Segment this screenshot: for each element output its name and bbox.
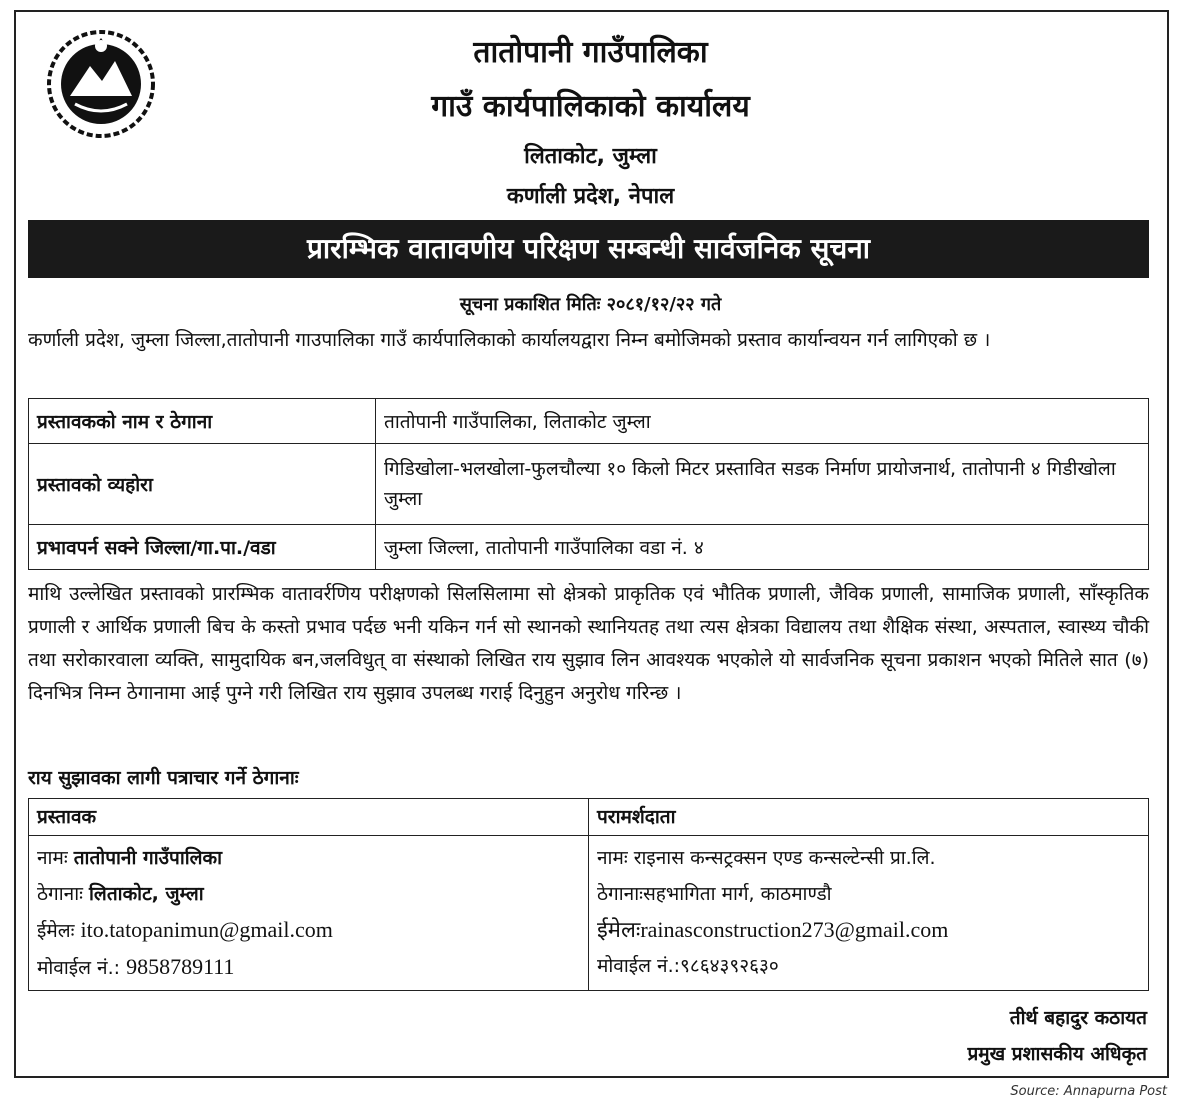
table-row	[29, 444, 1149, 525]
address-label: ठेगानाः	[37, 883, 83, 905]
publish-date: सूचना प्रकाशित मितिः २०८१/१२/२२ गते	[459, 294, 722, 315]
proponent-address: लिताकोट, जुम्ला	[89, 883, 204, 905]
row-key: प्रस्तावको व्यहोरा	[29, 444, 376, 525]
consultant-mobile: मोवाईल नं.:९८६४३९२६३०	[597, 955, 779, 977]
proponent-mobile-line	[37, 949, 580, 986]
intro-paragraph: कर्णाली प्रदेश, जुम्ला जिल्ला,तातोपानी गाउपालिका गाउँ कार्यपालिकाको कार्यालयद्वारा निम्न बमोजिमको प्रस्ताव कार्यान्वयन गर्न लागिएको छ ।	[28, 329, 991, 351]
mobile-label: मोवाईल नं.:	[37, 957, 121, 979]
table-row	[29, 525, 1149, 570]
proponent-email-line	[37, 912, 580, 949]
consultant-address: ठेगानाःसहभागिता मार्ग, काठमाण्डौ	[597, 883, 832, 905]
proponent-address-line	[37, 876, 580, 912]
address-heading: राय सुझावका लागी पत्राचार गर्ने ठेगानाः	[28, 767, 299, 789]
consultant-header: परामर्शदाता	[589, 799, 1149, 836]
municipality-name: तातोपानी गाउँपालिका	[473, 35, 708, 70]
body-paragraph: माथि उल्लेखित प्रस्तावको प्रारम्भिक वातावर्रणिय परीक्षणको सिलसिलामा सो क्षेत्रको प्राकृतिक एवं भौतिक प्रणाली, जैविक प्रणाली, सामाजिक प्रणाली, साँस्कृतिक प्रणाली र आर्थिक प्रणाली बिच के कस्तो प्रभाव पर्दछ भनी यकिन गर्न सो स्थानको स्थानियतह तथा त्यस क्षेत्रका विद्यालय तथा शैक्षिक संस्था, अस्पताल, स्वास्थ्य चौकी तथा सरोकारवाला व्यक्ति, सामुदायिक बन,जलविधुत् वा संस्थाको लिखित राय सुझाव लिन आवश्यक भएकोले यो सार्वजनिक सूचना प्रकाशन भएको मितिले सात (७) दिनभित्र निम्न ठेगानामा आई पुग्ने गरी लिखित राय सुझाव उपलब्ध गराई दिनुहुन अनुरोध गरिन्छ ।	[28, 583, 1149, 704]
consultant-email: ईमेलःrainasconstruction273@gmail.com	[597, 917, 949, 942]
proponent-mobile: 9858789111	[126, 954, 235, 979]
proponent-details	[29, 836, 589, 991]
proponent-name: तातोपानी गाउँपालिका	[73, 847, 223, 869]
row-value: तातोपानी गाउँपालिका, लिताकोट जुम्ला	[376, 399, 1149, 444]
consultant-details	[589, 836, 1149, 991]
province-country: कर्णाली प्रदेश, नेपाल	[506, 184, 675, 209]
source-credit: Source: Annapurna Post	[1010, 1084, 1167, 1099]
proponent-email: ito.tatopanimun@gmail.com	[80, 917, 333, 942]
contact-table	[28, 798, 1149, 991]
table-row	[29, 399, 1149, 444]
office-name: गाउँ कार्यपालिकाको कार्यालय	[431, 89, 750, 124]
notice-title-banner: प्रारम्भिक वातावणीय परिक्षण सम्बन्धी सार्वजनिक सूचना	[28, 220, 1149, 278]
email-label: ईमेलः	[37, 920, 75, 942]
row-value: गिडिखोला-भलखोला-फुलचौल्या १० किलो मिटर प्रस्तावित सडक निर्माण प्रायोजनार्थ, तातोपानी ४ गिडीखोला जुम्ला	[376, 444, 1149, 525]
proponent-header: प्रस्तावक	[29, 799, 589, 836]
proposal-table	[28, 398, 1149, 570]
signatory-title: प्रमुख प्रशासकीय अधिकृत	[967, 1043, 1147, 1065]
consultant-name: नामः राइनास कन्सट्रक्सन एण्ड कन्सल्टेन्सी प्रा.लि.	[597, 847, 936, 869]
proponent-name-line	[37, 840, 580, 876]
name-label: नामः	[37, 847, 68, 869]
office-location: लिताकोट, जुम्ला	[524, 144, 657, 169]
signatory-name: तीर्थ बहादुर कठायत	[1009, 1007, 1147, 1029]
row-key: प्रभावपर्न सक्ने जिल्ला/गा.पा./वडा	[29, 525, 376, 570]
row-key: प्रस्तावकको नाम र ठेगाना	[29, 399, 376, 444]
row-value: जुम्ला जिल्ला, तातोपानी गाउँपालिका वडा नं. ४	[376, 525, 1149, 570]
